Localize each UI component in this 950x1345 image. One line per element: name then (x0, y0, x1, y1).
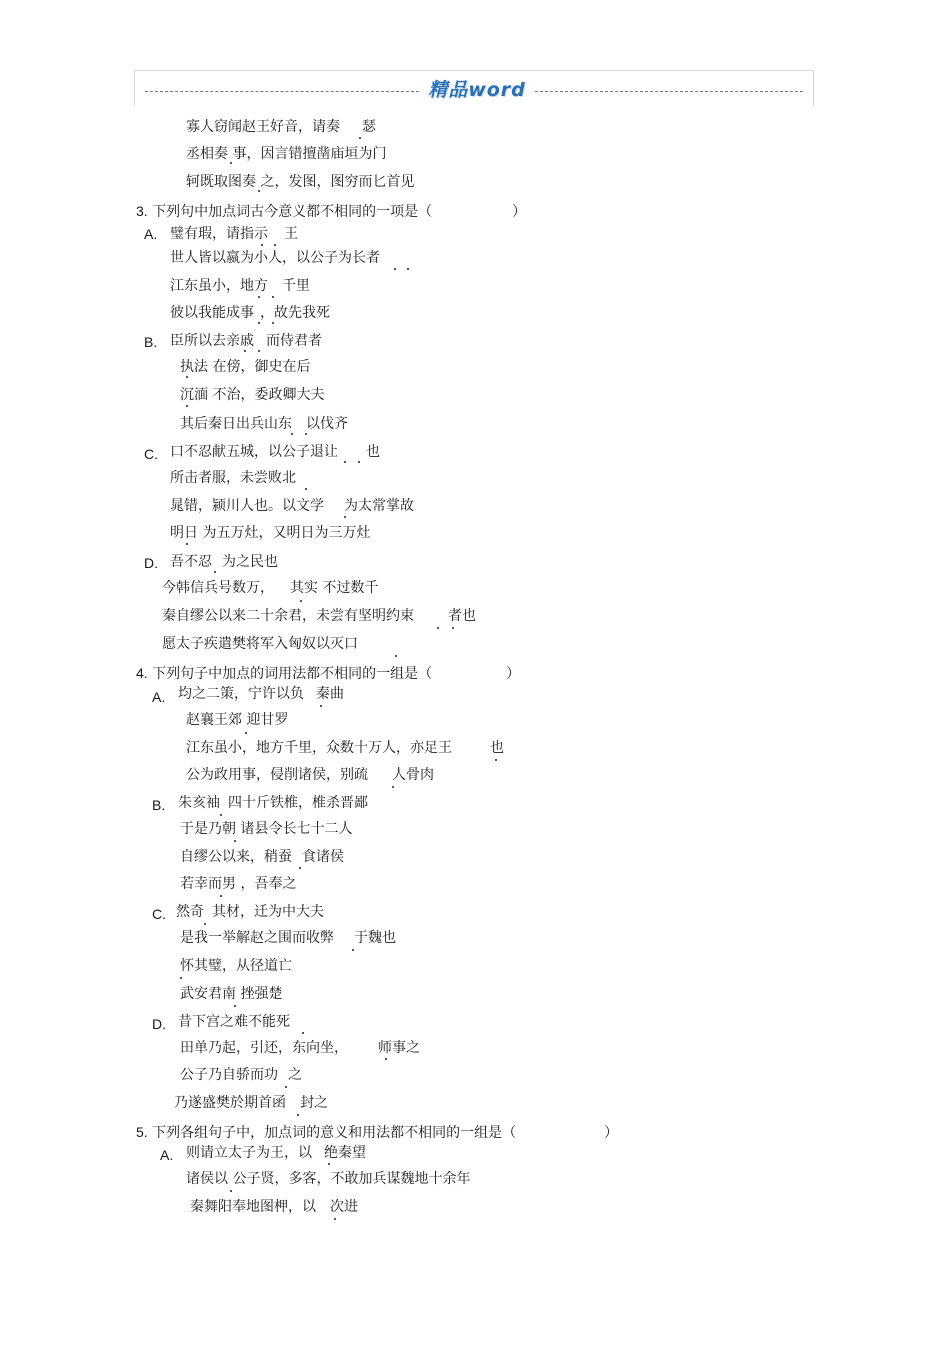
header-dashed-line-right (535, 91, 803, 92)
emphasis-dot (258, 350, 260, 352)
emphasis-dot (385, 1058, 387, 1060)
question-4-stem: 4. 下列句子中加点的词用法都不相同的一组是（ ） (136, 665, 521, 682)
question-5-stem: 5. 下列各组句子中，加点词的意义和用法都不相同的一组是（ ） (136, 1124, 619, 1141)
emphasis-dot (328, 1163, 330, 1165)
option-label: C. (152, 906, 166, 922)
emphasis-dot (258, 296, 260, 298)
text-line: 武安君南 挫强楚 (180, 986, 283, 1002)
text-line: 彼以我能成事 ，故先我死 (170, 305, 330, 321)
text-line: 公子乃自骄而功 之 (180, 1067, 302, 1083)
emphasis-dot (285, 1086, 287, 1088)
emphasis-dot (344, 516, 346, 518)
text-line: 愿太子疾遣樊将军入匈奴以灭口 (162, 636, 358, 652)
emphasis-dot (220, 814, 222, 816)
emphasis-dot (186, 405, 188, 407)
text-line: 昔下宫之难不能死 (178, 1014, 290, 1030)
emphasis-dot (359, 137, 361, 139)
emphasis-dot (234, 840, 236, 842)
emphasis-dot (245, 732, 247, 734)
emphasis-dot (300, 600, 302, 602)
option-label: D. (152, 1016, 166, 1032)
emphasis-dot (297, 1114, 299, 1116)
emphasis-dot (186, 376, 188, 378)
emphasis-dot (204, 923, 206, 925)
text-line: 若幸而男 ，吾奉之 (180, 876, 297, 892)
emphasis-dot (358, 461, 360, 463)
text-line: 明日 为五万灶，又明日为三万灶 (170, 525, 371, 541)
text-line: 赵襄王郊 迎甘罗 (186, 712, 289, 728)
emphasis-dot (291, 433, 293, 435)
emphasis-dot (274, 244, 276, 246)
emphasis-dot (305, 433, 307, 435)
question-3-stem: 3. 下列句中加点词古今意义都不相同的一项是（ ） (136, 203, 527, 220)
emphasis-dot (320, 705, 322, 707)
emphasis-dot (344, 461, 346, 463)
text-line: 江东虽小，地方 千里 (170, 278, 310, 294)
text-line: 田单乃起，引还，东向坐， 师事之 (180, 1040, 420, 1056)
emphasis-dot (392, 786, 394, 788)
emphasis-dot (395, 655, 397, 657)
emphasis-dot (230, 1190, 232, 1192)
emphasis-dot (220, 895, 222, 897)
option-label: A. (160, 1147, 174, 1163)
text-line: 则请立太子为王，以 绝秦望 (186, 1145, 366, 1161)
emphasis-dot (302, 1032, 304, 1034)
emphasis-dot (437, 627, 439, 629)
text-line: 乃遂盛樊於期首函 封之 (174, 1095, 328, 1111)
text-line: 是我一举解赵之围而收弊 于魏也 (180, 930, 396, 946)
text-line: 世人皆以嬴为小人，以公子为长者 (170, 250, 380, 266)
emphasis-dot (407, 268, 409, 270)
text-line: 沉湎 不治，委政卿大夫 (180, 387, 325, 403)
header-logo: 精品word (428, 79, 526, 101)
text-line: 于是乃朝 诸县令长七十二人 (180, 821, 353, 837)
emphasis-dot (180, 977, 182, 979)
emphasis-dot (214, 571, 216, 573)
text-line: 然奇 其材，迁为中大夫 (176, 904, 324, 920)
text-line: 今韩信兵号数万， 其实 不过数千 (162, 580, 379, 596)
text-line: 臣所以去亲戚 而侍君者 (170, 333, 322, 349)
text-line: 璧有瑕，请指示 王 (170, 226, 298, 242)
option-label: D. (144, 555, 158, 571)
text-line: 轲既取图奏 之，发图，图穷而匕首见 (186, 174, 415, 190)
text-line: 吾不忍 为之民也 (170, 554, 278, 570)
option-label: A. (144, 226, 158, 242)
emphasis-dot (244, 350, 246, 352)
text-line: 公为政用事，侵削诸侯，别疏 人骨肉 (186, 767, 434, 783)
text-line: 口不忍献五城，以公子退让 也 (170, 444, 380, 460)
emphasis-dot (234, 1005, 236, 1007)
emphasis-dot (186, 543, 188, 545)
emphasis-dot (452, 627, 454, 629)
text-line: 朱亥袖 四十斤铁椎，椎杀晋鄙 (178, 795, 368, 811)
text-line: 自缪公以来，稍蚕 食诸侯 (180, 849, 344, 865)
emphasis-dot (230, 162, 232, 164)
emphasis-dot (258, 322, 260, 324)
text-line: 所击者服，未尝败北 (170, 470, 296, 486)
text-line: 执法 在傍，御史在后 (180, 359, 311, 375)
option-label: A. (152, 689, 166, 705)
emphasis-dot (261, 244, 263, 246)
emphasis-dot (394, 268, 396, 270)
page-header (134, 70, 814, 106)
option-label: C. (144, 446, 158, 462)
emphasis-dot (258, 190, 260, 192)
emphasis-dot (334, 1218, 336, 1220)
emphasis-dot (272, 322, 274, 324)
emphasis-dot (495, 759, 497, 761)
option-label: B. (152, 797, 166, 813)
text-line: 寡人窃闻赵王好音，请奏 瑟 (186, 119, 376, 135)
header-dashed-line-left (145, 91, 419, 92)
text-line: 丞相奏 事，因言错擅凿庙垣为门 (186, 146, 387, 162)
text-line: 秦自缪公以来二十余君，未尝有坚明约束 者也 (162, 608, 476, 624)
text-line: 江东虽小，地方千里，众数十万人，亦足王 也 (186, 740, 504, 756)
option-label: B. (144, 334, 158, 350)
emphasis-dot (305, 488, 307, 490)
text-line: 秦舞阳奉地图柙，以 次进 (190, 1199, 358, 1215)
text-line: 晁错，颍川人也。以文学 为太常掌故 (170, 498, 414, 514)
emphasis-dot (272, 296, 274, 298)
text-line: 其后秦日出兵山东 以伐齐 (180, 416, 348, 432)
text-line: 怀其璧，从径道亡 (180, 958, 292, 974)
emphasis-dot (299, 867, 301, 869)
text-line: 诸侯以 公子贤，多客，不敢加兵谋魏地十余年 (186, 1171, 471, 1187)
emphasis-dot (352, 949, 354, 951)
text-line: 均之二策，宁许以负 秦曲 (178, 686, 344, 702)
